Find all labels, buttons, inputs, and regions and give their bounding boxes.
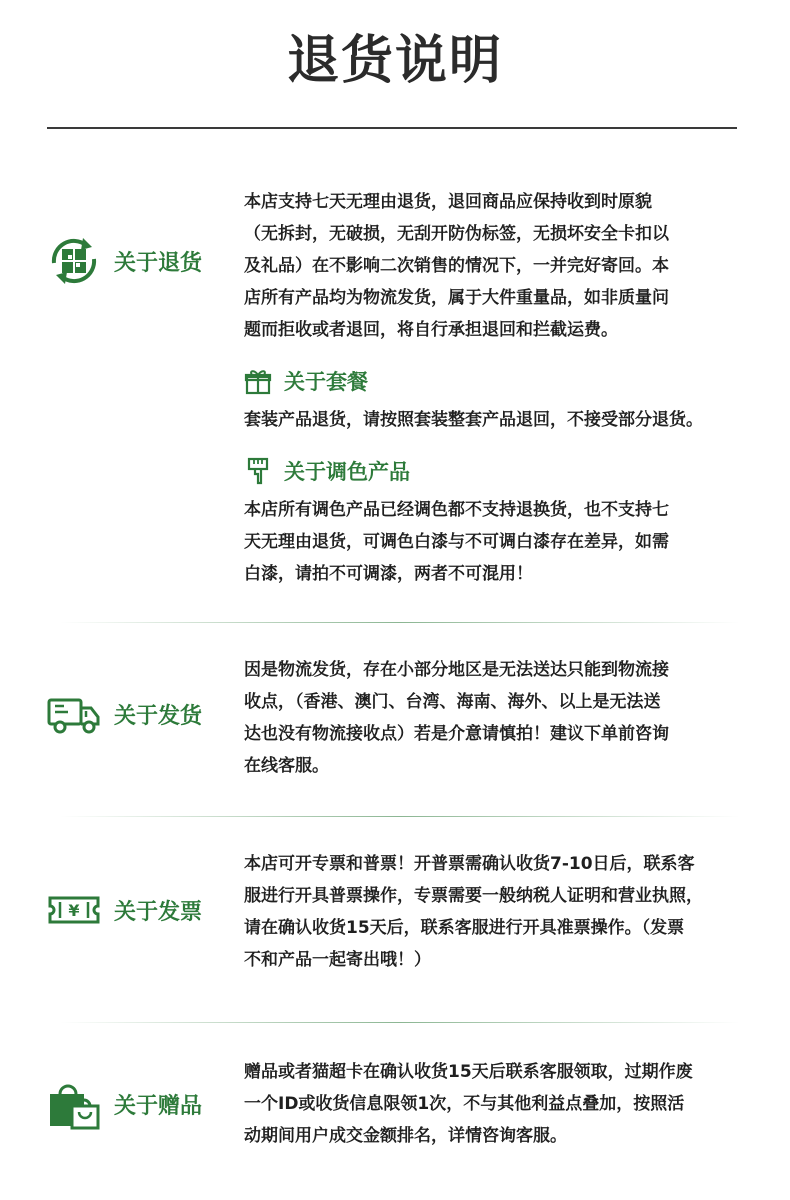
invoice-ticket-icon [46, 882, 102, 938]
paragraph-line: 天无理由退货，可调色白漆与不可调白漆存在差异，如需 [244, 532, 669, 552]
paragraph-line: 一个ID或收货信息限领1次，不与其他利益点叠加，按照活 [244, 1094, 685, 1114]
section-label-invoice: 关于发票 [114, 899, 203, 925]
tinted-paragraph [244, 494, 744, 590]
page-title: 退货说明 [286, 31, 503, 91]
gifts-paragraph [244, 1056, 744, 1152]
delivery-truck-icon [46, 686, 102, 742]
paragraph-line: 本店所有调色产品已经调色都不支持退换货，也不支持七 [244, 500, 669, 520]
paragraph-line: 动期间用户成交金额排名，详情咨询客服。 [244, 1126, 567, 1146]
invoice-paragraph [244, 848, 744, 976]
shipping-label-group [46, 686, 202, 742]
recycle-box-icon [46, 233, 102, 289]
paint-brush-icon [244, 457, 272, 485]
paragraph-line: 本店可开专票和普票！开普票需确认收货7-10日后，联系客 [244, 854, 695, 874]
returns-label-group [46, 233, 202, 289]
paragraph-line: 不和产品一起寄出哦！） [244, 950, 431, 970]
section-label-gifts: 关于赠品 [114, 1093, 203, 1119]
section-label-shipping: 关于发货 [114, 703, 203, 729]
paragraph-line: 套装产品退货，请按照套装整套产品退回，不接受部分退货。 [244, 410, 703, 430]
gift-icon [244, 367, 272, 395]
paragraph-line: （无拆封，无破损，无刮开防伪标签，无损坏安全卡扣以 [244, 224, 669, 244]
subheading-tinted-products: 关于调色产品 [284, 460, 410, 484]
section-divider [60, 816, 740, 817]
paragraph-line: 赠品或者猫超卡在确认收货15天后联系客服领取，过期作废 [244, 1062, 693, 1082]
paragraph-line: 服进行开具普票操作，专票需要一般纳税人证明和营业执照， [244, 886, 703, 906]
tinted-subheading [244, 456, 410, 486]
shopping-bags-icon [46, 1076, 102, 1132]
paragraph-line: 题而拒收或者退回，将自行承担退回和拦截运费。 [244, 320, 618, 340]
section-divider [60, 1022, 740, 1023]
title-divider [47, 127, 737, 129]
invoice-label-group [46, 882, 202, 938]
paragraph-line: 及礼品）在不影响二次销售的情况下，一并完好寄回。本 [244, 256, 669, 276]
subheading-package: 关于套餐 [284, 370, 368, 394]
package-paragraph [244, 404, 754, 436]
paragraph-line: 请在确认收货15天后，联系客服进行开具准票操作。（发票 [244, 918, 685, 938]
paragraph-line: 白漆，请拍不可调漆，两者不可混用！ [244, 564, 533, 584]
paragraph-line: 本店支持七天无理由退货，退回商品应保持收到时原貌 [244, 192, 652, 212]
gifts-label-group [46, 1076, 202, 1132]
paragraph-line: 在线客服。 [244, 756, 329, 776]
shipping-paragraph [244, 654, 744, 782]
section-label-returns: 关于退货 [114, 250, 203, 276]
yen-glyph: ¥ [68, 901, 80, 920]
paragraph-line: 收点，（香港、澳门、台湾、海南、海外、以上是无法送 [244, 692, 661, 712]
package-subheading [244, 366, 368, 396]
section-divider [60, 622, 740, 623]
returns-paragraph [244, 186, 744, 346]
paragraph-line: 店所有产品均为物流发货，属于大件重量品，如非质量问 [244, 288, 669, 308]
paragraph-line: 达也没有物流接收点）若是介意请慎拍！建议下单前咨询 [244, 724, 669, 744]
paragraph-line: 因是物流发货，存在小部分地区是无法送达只能到物流接 [244, 660, 669, 680]
